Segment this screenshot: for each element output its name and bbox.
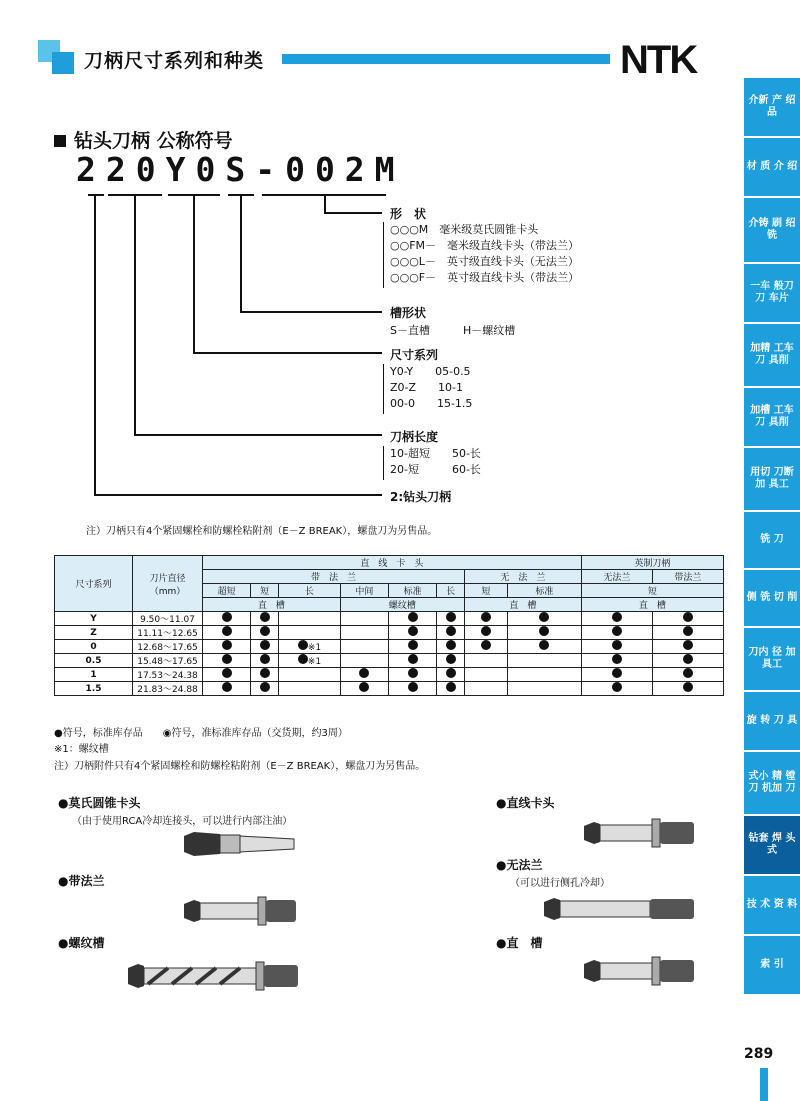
stock-dot-icon [298, 640, 308, 650]
th-dia [133, 556, 203, 612]
legend-note: ※1：螺纹槽 [54, 744, 109, 755]
cell-dia: 12.68～17.65 [133, 640, 203, 654]
stock-dot-icon [683, 654, 693, 664]
cell-mark [251, 668, 279, 682]
side-tab[interactable]: 索 引 [744, 936, 800, 996]
stock-dot-icon [222, 682, 232, 692]
length-line: 20-短 60-长 [390, 463, 481, 476]
th-sub: 长 [437, 584, 465, 598]
th-groove: 直 槽 [203, 598, 341, 612]
stock-dot-icon [481, 626, 491, 636]
stock-dot-icon [260, 682, 270, 692]
connector [134, 195, 136, 435]
cell-mark [581, 640, 652, 654]
straight-shank-tool-icon [580, 816, 700, 850]
cell-size: Z [55, 626, 133, 640]
cell-mark [437, 654, 465, 668]
th-sub: 标准 [388, 584, 436, 598]
cell-mark [203, 668, 251, 682]
stock-dot-icon [222, 612, 232, 622]
th-sub: 短 [251, 584, 279, 598]
cell-dia: 15.48～17.65 [133, 654, 203, 668]
cell-mark [465, 654, 508, 668]
legend-note: ●符号，标准库存品 ◉符号，准标准库存品（交货期，约3周） [54, 728, 348, 739]
cell-dia: 11.11～12.65 [133, 626, 203, 640]
stock-dot-icon [683, 640, 693, 650]
spiral-groove-tool-icon [124, 958, 304, 994]
th-flange: 带 法 兰 [203, 570, 465, 584]
cell-mark [465, 668, 508, 682]
th-inch-no: 无法兰 [581, 570, 652, 584]
th-size: 尺寸系列 [55, 556, 133, 612]
groove-title: 槽形状 [390, 306, 427, 320]
cell-mark [437, 612, 465, 626]
cell-mark [340, 682, 388, 696]
cell-mark [340, 612, 388, 626]
stock-dot-icon [446, 612, 456, 622]
cell-mark [507, 626, 581, 640]
cell-size: 1.5 [55, 682, 133, 696]
cell-mark [507, 640, 581, 654]
th-sub-inch: 短 [581, 584, 723, 598]
stock-dot-icon [612, 682, 622, 692]
size-list [383, 364, 472, 414]
cell-mark [203, 682, 251, 696]
side-tab[interactable]: 介新 产 绍品 [744, 78, 800, 138]
th-sub: 短 [465, 584, 508, 598]
table-row [55, 640, 724, 654]
cell-mark [507, 682, 581, 696]
connector [193, 195, 195, 353]
length-title: 刀柄长度 [390, 430, 439, 444]
connector [324, 195, 326, 213]
cell-mark [251, 654, 279, 668]
cell-mark [652, 682, 723, 696]
cell-mark [388, 626, 436, 640]
cell-mark [437, 668, 465, 682]
stock-dot-icon [612, 668, 622, 678]
cell-mark [251, 612, 279, 626]
stock-dot-icon [222, 640, 232, 650]
cell-mark [581, 612, 652, 626]
cell-mark [652, 612, 723, 626]
cell-dia: 17.53～24.38 [133, 668, 203, 682]
shape-list [383, 222, 579, 288]
cell-mark [652, 640, 723, 654]
stock-dot-icon [408, 654, 418, 664]
stock-dot-icon [260, 640, 270, 650]
cell-size: 0 [55, 640, 133, 654]
stock-dot-icon [683, 682, 693, 692]
cell-mark [251, 626, 279, 640]
size-title: 尺寸系列 [390, 348, 439, 362]
stock-dot-icon [222, 654, 232, 664]
stock-dot-icon [408, 668, 418, 678]
stock-dot-icon [446, 640, 456, 650]
cell-mark [507, 612, 581, 626]
th-inch: 英制刀柄 [581, 556, 723, 570]
cell-mark [279, 640, 341, 654]
side-tab[interactable]: 式小 精 镗刀 机加 刀 [744, 752, 800, 816]
cell-mark [652, 668, 723, 682]
groove-line: S－直槽 H－螺纹槽 [390, 324, 516, 337]
stock-dot-icon [612, 626, 622, 636]
cell-mark [203, 640, 251, 654]
side-tab[interactable]: 材 质 介 绍 [744, 138, 800, 198]
stock-dot-icon [481, 640, 491, 650]
cell-size: 0.5 [55, 654, 133, 668]
stock-dot-icon [222, 626, 232, 636]
stock-dot-icon [408, 640, 418, 650]
cell-mark [581, 654, 652, 668]
size-line: 00-0 15-1.5 [390, 397, 473, 410]
th-inch-fl: 带法兰 [652, 570, 723, 584]
tool-spiral-label: ●螺纹槽 [58, 936, 105, 950]
stock-dot-icon [260, 668, 270, 678]
th-dia-label: 刀片直径 [149, 573, 186, 584]
stock-dot-icon [683, 668, 693, 678]
size-line: Z0-Z 10-1 [390, 381, 464, 394]
size-line: Y0-Y 05-0.5 [390, 365, 471, 378]
shape-title: 形 状 [390, 207, 427, 221]
connector [324, 212, 382, 214]
section-title [54, 126, 233, 153]
header-square-dark [52, 52, 74, 74]
connector [193, 352, 382, 354]
table-row [55, 682, 724, 696]
legend-note: 注）刀柄附件只有4个紧固螺栓和防螺栓粘附剂（E－Z BREAK），螺盘刀为另售品。 [54, 761, 426, 772]
page-title: 刀柄尺寸系列和种类 [84, 50, 265, 72]
cell-mark [388, 640, 436, 654]
th-sub: 长 [279, 584, 341, 598]
cell-mark [203, 654, 251, 668]
page-marker [760, 1068, 768, 1101]
stock-dot-icon [539, 626, 549, 636]
connector [240, 195, 242, 312]
cell-mark [465, 626, 508, 640]
side-tab[interactable]: 铣 刀 [744, 512, 800, 570]
cell-mark [279, 668, 341, 682]
stock-dot-icon [408, 682, 418, 692]
cell-mark [279, 612, 341, 626]
star-note: ※1 [307, 657, 322, 667]
cell-mark [437, 626, 465, 640]
cell-mark [581, 682, 652, 696]
cell-mark [581, 668, 652, 682]
cell-mark [388, 682, 436, 696]
cell-mark [581, 626, 652, 640]
cell-mark [340, 654, 388, 668]
cell-mark [340, 640, 388, 654]
shape-line: ○○○F－ 英寸级直线卡头（带法兰） [390, 271, 580, 284]
stock-dot-icon [260, 626, 270, 636]
cell-mark [203, 612, 251, 626]
cell-mark [251, 640, 279, 654]
type-title: 2:钻头刀柄 [390, 490, 452, 504]
tool-flange-label: ●带法兰 [58, 874, 105, 888]
cell-mark [279, 626, 341, 640]
stock-dot-icon [683, 626, 693, 636]
cell-mark [340, 626, 388, 640]
stock-dot-icon [408, 626, 418, 636]
cell-size: Y [55, 612, 133, 626]
table-row [55, 612, 724, 626]
ntk-logo: NTK [620, 38, 697, 82]
connector [240, 311, 382, 313]
cell-mark [507, 668, 581, 682]
stock-dot-icon [612, 654, 622, 664]
cell-mark [279, 682, 341, 696]
spec-table [54, 555, 724, 696]
cell-dia: 21.83～24.88 [133, 682, 203, 696]
cell-mark [437, 640, 465, 654]
side-tab[interactable]: 技 术 资 料 [744, 876, 800, 936]
th-straight: 直 线 卡 头 [203, 556, 582, 570]
tool-noflange-sub: （可以进行侧孔冷却） [510, 878, 610, 889]
cell-mark [652, 654, 723, 668]
stock-dot-icon [481, 612, 491, 622]
cell-mark [437, 682, 465, 696]
th-groove: 直 槽 [581, 598, 723, 612]
th-groove: 直 槽 [465, 598, 582, 612]
note-1: 注）刀柄只有4个紧固螺栓和防螺栓粘附剂（E－Z BREAK），螺盘刀为另售品。 [86, 526, 438, 537]
th-sub: 超短 [203, 584, 251, 598]
side-tab[interactable]: 侧 铣 切 削 [744, 570, 800, 628]
stock-dot-icon [446, 668, 456, 678]
no-flange-tool-icon [540, 894, 700, 924]
stock-dot-icon [260, 612, 270, 622]
side-tab[interactable]: 一车 般刀 刀 车片 [744, 264, 800, 324]
connector [94, 195, 96, 495]
table-row [55, 668, 724, 682]
stock-dot-icon [539, 612, 549, 622]
bracket-line [88, 194, 104, 196]
cell-mark [507, 654, 581, 668]
cell-mark [203, 626, 251, 640]
shape-line: ○○○M 毫米级莫氏圆锥卡头 [390, 223, 539, 236]
tool-groove-label: ●直 槽 [496, 936, 543, 950]
cell-mark [465, 640, 508, 654]
th-sub: 标准 [507, 584, 581, 598]
side-tab[interactable]: 刀内 径 加 具工 [744, 628, 800, 692]
length-line: 10-超短 50-长 [390, 447, 481, 460]
stock-dot-icon [446, 626, 456, 636]
stock-dot-icon [612, 612, 622, 622]
star-note: ※1 [307, 643, 322, 653]
stock-dot-icon [408, 612, 418, 622]
table-row [55, 626, 724, 640]
cell-mark [652, 626, 723, 640]
cell-mark [388, 668, 436, 682]
shape-line: ○○○L－ 英寸级直线卡头（无法兰） [390, 255, 579, 268]
side-tab[interactable]: 加精 工车 刀 具削 [744, 324, 800, 388]
stock-dot-icon [260, 654, 270, 664]
table-row [55, 654, 724, 668]
connector [134, 434, 382, 436]
length-list [383, 446, 481, 480]
cell-mark [465, 682, 508, 696]
th-groove: 螺纹槽 [340, 598, 464, 612]
section-title-text: 钻头刀柄 公称符号 [74, 130, 233, 152]
stock-dot-icon [298, 654, 308, 664]
header-bar [282, 54, 610, 64]
tool-straight-label: ●直线卡头 [496, 796, 555, 810]
square-bullet-icon [54, 135, 66, 147]
side-tab[interactable]: 加槽 工车 刀 具削 [744, 388, 800, 448]
side-tab[interactable]: 钻套 焊 头式 [744, 816, 800, 876]
stock-dot-icon [359, 668, 369, 678]
flange-tool-icon [180, 894, 300, 928]
model-code: 220Y0S-002M [76, 150, 405, 189]
cell-mark [465, 612, 508, 626]
cell-dia: 9.50～11.07 [133, 612, 203, 626]
tool-morse-label: ●莫氏圆锥卡头 [58, 796, 141, 810]
th-noflange: 无 法 兰 [465, 570, 582, 584]
th-dia-unit: （mm） [149, 586, 186, 597]
connector [94, 494, 382, 496]
cell-size: 1 [55, 668, 133, 682]
cell-mark [279, 654, 341, 668]
stock-dot-icon [446, 682, 456, 692]
tool-morse-sub: （由于使用RCA冷却连接头，可以进行内部注油） [72, 816, 293, 827]
tool-noflange-label: ●无法兰 [496, 858, 543, 872]
cell-mark [388, 654, 436, 668]
stock-dot-icon [539, 640, 549, 650]
shape-line: ○○FM－ 毫米级直线卡头（带法兰） [390, 239, 580, 252]
stock-dot-icon [612, 640, 622, 650]
cell-mark [251, 682, 279, 696]
page-number: 289 [744, 1046, 774, 1062]
cell-mark [388, 612, 436, 626]
stock-dot-icon [359, 682, 369, 692]
table-body [55, 612, 724, 696]
stock-dot-icon [683, 612, 693, 622]
side-tab[interactable]: 用切 刀断 加 具工 [744, 448, 800, 512]
cell-mark [340, 668, 388, 682]
side-tab[interactable]: 旋 转 刀 具 [744, 692, 800, 752]
side-tab[interactable]: 介铸 刷 绍铣 [744, 198, 800, 264]
stock-dot-icon [446, 654, 456, 664]
stock-dot-icon [222, 668, 232, 678]
straight-groove-tool-icon [580, 954, 700, 988]
morse-taper-tool-icon [180, 826, 300, 862]
th-sub: 中间 [340, 584, 388, 598]
